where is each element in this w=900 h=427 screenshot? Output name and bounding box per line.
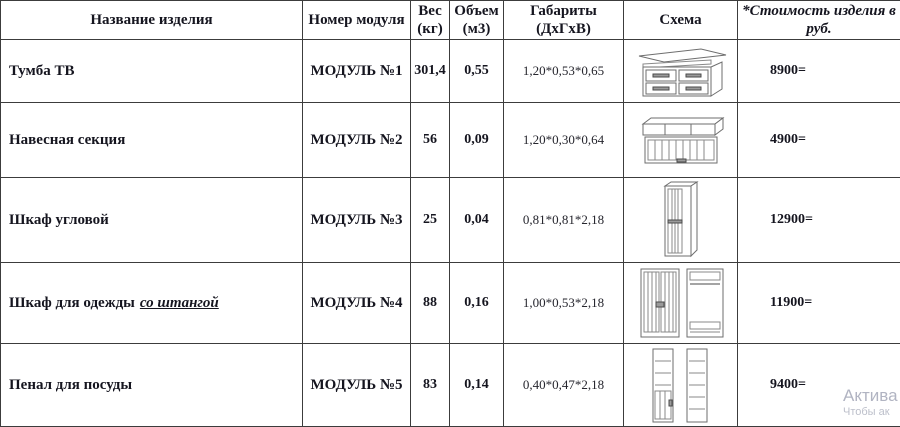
wardrobe-two-views-drawing [635, 264, 727, 342]
module-cell: МОДУЛЬ №3 [303, 178, 411, 263]
header-volume: Объем (м3) [450, 1, 504, 40]
table-row [1, 178, 900, 263]
volume-cell: 0,14 [450, 344, 504, 427]
tall-cabinet-pair-drawing [645, 345, 717, 425]
price-cell: 8900= [738, 40, 900, 103]
price-cell: 4900= [738, 103, 900, 178]
header-weight: Вес (кг) [411, 1, 450, 40]
watermark-line2: Чтобы ак [843, 406, 890, 418]
schema-cell [624, 344, 738, 427]
corner-wardrobe-drawing [655, 180, 707, 260]
header-product-name: Название изделия [1, 1, 303, 40]
wall-section-drawing [635, 111, 727, 169]
table-row [1, 103, 900, 178]
weight-cell: 83 [411, 344, 450, 427]
table-row [1, 263, 900, 344]
schema-cell [624, 263, 738, 344]
product-name-cell: Навесная секция [1, 103, 303, 178]
tv-stand-drawing [631, 43, 731, 99]
product-name-cell [1, 263, 303, 344]
header-schema: Схема [624, 1, 738, 40]
price-cell: 11900= [738, 263, 900, 344]
weight-cell: 25 [411, 178, 450, 263]
header-dimensions: Габариты (ДхГхВ) [504, 1, 624, 40]
module-cell: МОДУЛЬ №4 [303, 263, 411, 344]
product-name-cell: Шкаф угловой [1, 178, 303, 263]
weight-cell: 88 [411, 263, 450, 344]
dimensions-cell: 1,20*0,53*0,65 [504, 40, 624, 103]
header-module-number: Номер модуля [303, 1, 411, 40]
volume-cell: 0,09 [450, 103, 504, 178]
table-row [1, 40, 900, 103]
product-name-cell: Пенал для посуды [1, 344, 303, 427]
weight-cell: 301,4 [411, 40, 450, 103]
schema-cell [624, 178, 738, 263]
price-cell: 12900= [738, 178, 900, 263]
product-name-cell: Тумба ТВ [1, 40, 303, 103]
product-name-emphasis: со штангой [139, 294, 219, 311]
module-cell: МОДУЛЬ №5 [303, 344, 411, 427]
volume-cell: 0,04 [450, 178, 504, 263]
schema-cell [624, 40, 738, 103]
volume-cell: 0,55 [450, 40, 504, 103]
weight-cell: 56 [411, 103, 450, 178]
dimensions-cell: 0,40*0,47*2,18 [504, 344, 624, 427]
table-row [1, 344, 900, 427]
header-row [1, 1, 900, 40]
schema-cell [624, 103, 738, 178]
dimensions-cell: 1,00*0,53*2,18 [504, 263, 624, 344]
dimensions-cell: 0,81*0,81*2,18 [504, 178, 624, 263]
module-cell: МОДУЛЬ №2 [303, 103, 411, 178]
module-cell: МОДУЛЬ №1 [303, 40, 411, 103]
header-price: *Стоимость изделия в руб. [738, 1, 900, 40]
dimensions-cell: 1,20*0,30*0,64 [504, 103, 624, 178]
product-name-text: Шкаф для одежды [9, 294, 135, 311]
volume-cell: 0,16 [450, 263, 504, 344]
watermark-line1: Актива [843, 386, 898, 405]
price-cell: 9400= [738, 344, 900, 427]
